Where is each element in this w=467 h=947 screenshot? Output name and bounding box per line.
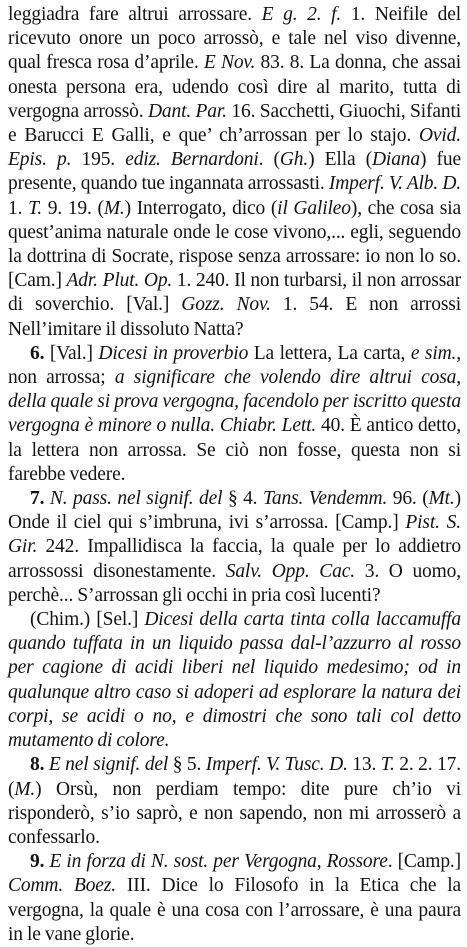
text-run: 16. Sacchetti, Giuochi, Sifanti e Barucci E Galli, e que’ ch’arrossan per lo stajo. [8,100,461,147]
entry-paragraph [8,753,461,850]
sense-number: 8. [30,754,45,776]
italic-text-run: E nel signif. del [48,754,169,776]
italic-text-run: ediz. Bernardoni [125,149,259,171]
italic-text-run: Dicesi in proverbio [98,342,249,364]
text-run: 1. 54. E non arrossi Nell’imitare il dissoluto Natta? [8,294,462,340]
text-run: ) Orsù, non perdiam tempo: dite pure ch’io vi risponderò, s’io saprò, e non sapendo, non mi arrosserò a confessarlo. [8,778,461,848]
text-run: ), che cosa sia quest’anima naturale onde le cose vivono,... egli, seguendo la dottrina di Socrate, rispose senza arrossare: io non lo so. [Cam.] [8,197,461,292]
italic-text-run: Imperf. V. Tusc. D. [205,754,348,776]
italic-text-run: Gh. [279,149,309,171]
entry-paragraph [8,342,461,487]
text-run: 13. [347,754,381,776]
italic-text-run: T. [380,754,395,776]
text-run: La lettera, La carta, [248,342,411,364]
italic-text-run: E g. 2. f. [261,4,342,25]
sense-number: 9. [30,851,45,873]
italic-text-run: Dant. Par. [147,100,227,122]
entry-paragraph [8,3,461,342]
text-run: 195. [71,149,126,171]
text-run: ) fue presente, quando tue ingannata arrossasti. [8,149,461,195]
italic-text-run: e sim. [410,342,457,364]
italic-text-run: a significare che volendo dire altrui cosa, della quale si prova vergogna, facendolo per iscritto questa vergogna è minore o nulla. Chiabr. Lett. [8,367,461,437]
italic-text-run: Mt. [428,488,455,510]
italic-text-run: Tans. Vendemm. [262,488,388,510]
italic-text-run: Pist. S. Gir. [8,512,461,558]
text-run: 2. 2. 17. ( [8,754,461,800]
text-run: 83. 8. La donna, che assai onesta persona era, udendo così dire al marito, tutta di vergogna arrossò. [8,52,461,122]
italic-text-run: T. [28,197,43,219]
italic-text-run: Dicesi della carta tinta colla laccamuffa quando tuffata in un liquido passa dal-l’azzurro al rosso per cagione di acidi liberi nel liquido medesimo; od in qualunque altro caso si adoperi ad esplorare la natura dei corpi, se acidi o no, e dimostri che sono tali col detto mutamento di colore. [8,609,461,752]
italic-text-run: Diana [372,149,421,171]
text-run: . ( [258,149,280,171]
text-run: , non arrossa; [8,342,461,389]
text-run: (Chim.) [Sel.] [30,609,145,631]
text-run: 3. O uomo, perchè... S’arrossan gli occhi in pria così lucenti? [8,560,461,606]
text-run: ) Ella ( [308,149,372,171]
text-run: 1. [8,197,29,219]
italic-text-run: N. pass. nel signif. del [49,488,223,510]
entry-paragraph [8,608,461,753]
text-run: [Val.] [44,342,99,364]
text-run: 9. 19. ( [42,197,104,219]
entry-paragraph [8,487,461,608]
italic-text-run: E Nov. [203,52,256,74]
italic-text-run: Salv. Opp. Cac. [225,560,355,582]
italic-text-run: Imperf. V. Alb. D. [328,173,461,195]
sense-number: 7. [30,488,45,510]
italic-text-run: M. [14,778,36,800]
italic-text-run: Gozz. Nov. [181,294,271,316]
italic-text-run: Comm. Boez. [8,875,116,897]
text-run: ) Interrogato, dico ( [124,197,278,219]
italic-text-run: Ovid. Epis. p. [8,125,461,171]
entry-paragraph [8,850,461,947]
text-run: 1. Neifile del ricevuto onore un poco arrossò, e tale nel viso divenne, qual fresca rosa d’aprile. [8,4,461,74]
text-run: . [Camp.] [387,851,461,873]
text-run: 242. Impallidisca la faccia, la quale per lo addietro arrossossi disonestamente. [8,536,461,582]
text-run: § 5. [168,754,206,776]
text-run: 40. È antico detto, la lettera non arrossa. Se ciò non fosse, questa non si farebbe vedere. [8,415,461,485]
sense-number: 6. [30,342,45,364]
italic-text-run: il Galileo [277,197,351,219]
text-run: III. Dice lo Filosofo in la Etica che la vergogna, la quale è una cosa con l’arrossare, è una paura in le vane glorie. [8,875,462,945]
text-run: § 4. [222,488,263,510]
text-run: ) Onde il ciel qui s’imbruna, ivi s’arrossa. [Camp.] [8,488,461,534]
italic-text-run: Adr. Plut. Op. [66,270,173,292]
text-run: 96. ( [387,488,429,510]
italic-text-run: M. [103,197,125,219]
text-run: leggiadra fare altrui arrossare. [8,4,262,25]
italic-text-run: E in forza di N. sost. per Vergogna, Rossore [49,851,388,873]
text-run: 1. 240. Il non turbarsi, il non arrossar di soverchio. [Val.] [8,270,461,316]
